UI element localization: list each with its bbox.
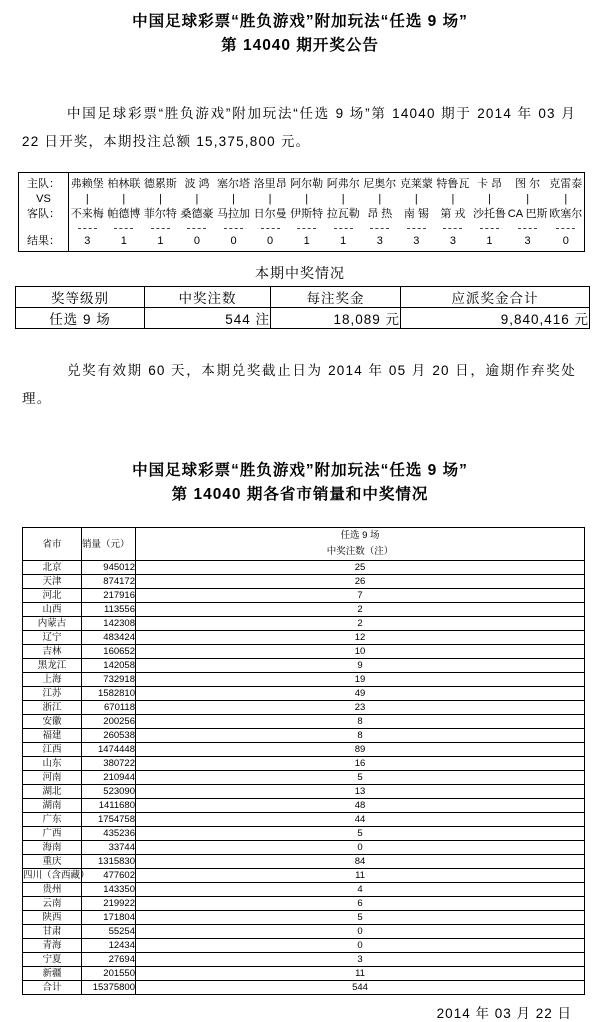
match-column	[435, 173, 472, 251]
vs-bar: |	[451, 193, 455, 205]
vs-row-label: VS	[36, 193, 51, 205]
col-sales: 销量（元）	[82, 528, 136, 561]
province-sales: 201550	[82, 967, 136, 981]
province-name: 河南	[23, 771, 82, 785]
match-result: 0	[267, 235, 274, 247]
province-row	[23, 785, 585, 799]
province-sales: 219922	[82, 897, 136, 911]
province-win-count: 48	[136, 799, 585, 813]
away-team: 欧塞尔	[549, 208, 583, 220]
dash-separator	[370, 223, 389, 233]
province-name: 山东	[23, 757, 82, 771]
intro-paragraph: 中国足球彩票“胜负游戏”附加玩法“任选 9 场”第 14040 期于 2014 年 03 月 22 日开奖，本期投注总额 15,375,800 元。	[22, 106, 576, 149]
province-sales: 27694	[82, 953, 136, 967]
province-win-count: 89	[136, 743, 585, 757]
province-row	[23, 925, 585, 939]
province-row	[23, 729, 585, 743]
vs-bar: |	[526, 193, 530, 205]
province-sales: 113556	[82, 603, 136, 617]
province-row	[23, 771, 585, 785]
province-row	[23, 631, 585, 645]
province-name: 云南	[23, 897, 82, 911]
province-name: 四川（含西藏）	[23, 870, 90, 881]
document-date: 2014 年 03 月 22 日	[436, 1006, 572, 1021]
province-sales: 477602	[82, 869, 136, 883]
province-sales: 33744	[82, 841, 136, 855]
province-sales: 142058	[82, 659, 136, 673]
col-game	[136, 528, 585, 561]
province-win-count: 10	[136, 645, 585, 659]
prize-level: 任选 9 场	[16, 308, 145, 329]
province-row	[23, 603, 585, 617]
match-column	[325, 173, 362, 251]
match-result: 1	[157, 235, 164, 247]
province-sales: 1474448	[82, 743, 136, 757]
match-result: 0	[562, 235, 569, 247]
province-name: 吉林	[23, 645, 82, 659]
vs-bar: |	[488, 193, 491, 205]
away-team: 菲尔特	[143, 208, 177, 220]
province-win-count: 2	[136, 603, 585, 617]
sales-title-line1: 中国足球彩票“胜负游戏”附加玩法“任选 9 场”	[132, 462, 468, 479]
away-team: CA 巴斯	[507, 208, 548, 220]
prize-total: 9,840,416 元	[401, 308, 590, 329]
dash-separator	[78, 223, 97, 233]
province-header-row	[23, 528, 585, 561]
dash-separator	[556, 223, 575, 233]
away-team: 南 锡	[403, 208, 429, 220]
province-name: 上海	[23, 673, 82, 687]
province-name: 安徽	[23, 715, 82, 729]
match-column	[106, 173, 143, 251]
home-team: 德累斯	[143, 178, 177, 190]
province-sales: 1315830	[82, 855, 136, 869]
province-sales: 15375800	[82, 981, 136, 995]
province-row	[23, 589, 585, 603]
away-team: 拉瓦勒	[326, 208, 360, 220]
province-name: 内蒙古	[23, 617, 82, 631]
province-name: 新疆	[23, 967, 82, 981]
province-name: 河北	[23, 589, 82, 603]
province-name: 甘肃	[23, 925, 82, 939]
province-name: 辽宁	[23, 631, 82, 645]
province-row	[23, 981, 585, 995]
province-win-count: 84	[136, 855, 585, 869]
province-win-count: 8	[136, 715, 585, 729]
province-win-count: 4	[136, 883, 585, 897]
province-sales: 1754758	[82, 813, 136, 827]
province-row	[23, 939, 585, 953]
province-sales: 435236	[82, 827, 136, 841]
province-row	[23, 967, 585, 981]
page-title-line2: 第 14040 期开奖公告	[221, 37, 379, 54]
province-win-count: 0	[136, 841, 585, 855]
prize-per: 18,089 元	[271, 308, 401, 329]
col-province: 省市	[23, 528, 82, 561]
vs-bar: |	[305, 193, 309, 205]
match-results-table	[18, 172, 585, 252]
province-win-count: 11	[136, 869, 585, 883]
province-name: 湖北	[23, 785, 82, 799]
home-team: 克莱蒙	[399, 178, 433, 190]
province-row	[23, 687, 585, 701]
province-row	[23, 715, 585, 729]
prize-col-level: 奖等级别	[16, 287, 145, 308]
prize-col-per: 每注奖金	[271, 287, 401, 308]
col-game-line1: 任选 9 场	[340, 530, 380, 541]
result-row-label: 结果：	[27, 235, 60, 247]
vs-bar: |	[158, 193, 162, 205]
province-row	[23, 883, 585, 897]
match-result: 0	[193, 235, 201, 247]
province-win-count: 6	[136, 897, 585, 911]
province-name: 广西	[23, 827, 82, 841]
province-row	[23, 701, 585, 715]
province-row	[23, 827, 585, 841]
match-column	[179, 173, 216, 251]
prize-count: 544 注	[145, 308, 271, 329]
away-team: 日尔曼	[253, 208, 287, 220]
province-name: 宁夏	[23, 953, 82, 967]
province-sales: 732918	[82, 673, 136, 687]
province-win-count: 7	[136, 589, 585, 603]
province-win-count: 25	[136, 561, 585, 575]
province-name: 海南	[23, 841, 82, 855]
province-name: 合计	[23, 981, 82, 995]
dash-separator	[151, 223, 170, 233]
home-team: 克雷泰	[549, 178, 583, 190]
province-name: 江苏	[23, 687, 82, 701]
province-sales: 210944	[82, 771, 136, 785]
province-win-count: 8	[136, 729, 585, 743]
home-team: 特鲁瓦	[436, 178, 470, 190]
province-row	[23, 841, 585, 855]
match-result: 1	[120, 235, 127, 247]
province-win-count: 49	[136, 687, 585, 701]
match-result: 1	[486, 235, 493, 247]
dash-separator	[261, 223, 280, 233]
match-column	[252, 173, 289, 251]
home-team: 波 鸿	[184, 178, 210, 190]
dash-separator	[407, 223, 426, 233]
away-team: 桑德豪	[180, 208, 214, 220]
match-result: 3	[449, 235, 456, 247]
dash-separator	[187, 223, 206, 233]
province-sales: 670118	[82, 701, 136, 715]
province-win-count: 19	[136, 673, 585, 687]
province-sales: 483424	[82, 631, 136, 645]
province-win-count: 0	[136, 939, 585, 953]
away-team: 马拉加	[217, 208, 251, 220]
province-win-count: 5	[136, 911, 585, 925]
province-sales: 55254	[82, 925, 136, 939]
match-result: 0	[230, 235, 237, 247]
province-sales: 260538	[82, 729, 136, 743]
match-column	[288, 173, 325, 251]
match-column	[215, 173, 252, 251]
province-row	[23, 617, 585, 631]
page-title-line1: 中国足球彩票“胜负游戏”附加玩法“任选 9 场”	[132, 13, 468, 30]
province-sales-table	[22, 527, 585, 995]
away-team: 伊斯特	[290, 208, 324, 220]
province-win-count: 16	[136, 757, 585, 771]
province-win-count: 544	[136, 981, 585, 995]
province-name: 天津	[23, 575, 82, 589]
redeem-paragraph: 兑奖有效期 60 天，本期兑奖截止日为 2014 年 05 月 20 日，逾期作弃奖处理。	[22, 363, 576, 406]
province-sales: 160652	[82, 645, 136, 659]
prize-col-total: 应派奖金合计	[401, 287, 590, 308]
province-name: 江西	[23, 743, 82, 757]
province-sales: 200256	[82, 715, 136, 729]
sales-title-line2: 第 14040 期各省市销量和中奖情况	[171, 486, 429, 503]
province-row	[23, 953, 585, 967]
match-column	[547, 173, 584, 251]
province-row	[23, 659, 585, 673]
match-result: 3	[524, 235, 531, 247]
home-team: 洛里昂	[253, 178, 287, 190]
province-sales: 12434	[82, 939, 136, 953]
province-row	[23, 897, 585, 911]
vs-bar: |	[564, 193, 568, 205]
dash-separator	[297, 223, 316, 233]
away-team: 昂 热	[367, 208, 393, 220]
province-win-count: 23	[136, 701, 585, 715]
province-win-count: 44	[136, 813, 585, 827]
province-row	[23, 855, 585, 869]
vs-bar: |	[232, 193, 235, 205]
match-result: 1	[303, 235, 310, 247]
vs-bar: |	[378, 193, 382, 205]
match-column	[69, 173, 106, 251]
vs-bar: |	[268, 193, 272, 205]
province-row	[23, 799, 585, 813]
match-result: 3	[84, 235, 91, 247]
province-win-count: 2	[136, 617, 585, 631]
dash-separator	[334, 223, 353, 233]
away-team: 第 戎	[440, 208, 466, 220]
match-column	[398, 173, 435, 251]
province-name: 福建	[23, 729, 82, 743]
province-row	[23, 561, 585, 575]
province-name: 青海	[23, 939, 82, 953]
match-result: 1	[340, 235, 347, 247]
away-team: 沙托鲁	[472, 208, 506, 220]
province-win-count: 0	[136, 925, 585, 939]
province-row	[23, 645, 585, 659]
province-name: 陕西	[23, 911, 82, 925]
away-team: 帕德博	[107, 208, 141, 220]
home-team: 弗赖堡	[70, 178, 104, 190]
match-column	[508, 173, 548, 251]
province-name: 广东	[23, 813, 82, 827]
province-name: 山西	[23, 603, 82, 617]
province-sales: 142308	[82, 617, 136, 631]
province-row	[23, 757, 585, 771]
province-row	[23, 575, 585, 589]
away-team: 不来梅	[70, 208, 104, 220]
province-row	[23, 743, 585, 757]
home-team: 塞尔塔	[217, 178, 251, 190]
prize-section-heading: 本期中奖情况	[255, 265, 345, 281]
province-win-count: 13	[136, 785, 585, 799]
province-name: 黑龙江	[23, 659, 82, 673]
province-sales: 380722	[82, 757, 136, 771]
prize-header-row	[16, 287, 590, 308]
province-sales: 1582810	[82, 687, 136, 701]
province-win-count: 5	[136, 771, 585, 785]
match-row-labels	[19, 173, 69, 251]
vs-bar: |	[341, 193, 345, 205]
prize-data-row	[16, 308, 590, 329]
province-name: 北京	[23, 561, 82, 575]
vs-bar: |	[85, 193, 89, 205]
home-team: 阿尔勒	[290, 178, 324, 190]
province-name: 贵州	[23, 883, 82, 897]
province-win-count: 12	[136, 631, 585, 645]
match-column	[362, 173, 399, 251]
province-row	[23, 869, 585, 883]
vs-bar: |	[122, 193, 126, 205]
province-sales: 143350	[82, 883, 136, 897]
province-win-count: 9	[136, 659, 585, 673]
province-sales: 1411680	[82, 799, 136, 813]
province-win-count: 3	[136, 953, 585, 967]
province-win-count: 11	[136, 967, 585, 981]
dash-separator	[224, 223, 243, 233]
away-row-label: 客队：	[27, 208, 60, 220]
home-team: 图 尔	[515, 178, 541, 190]
match-result: 3	[376, 235, 383, 247]
home-team: 柏林联	[107, 178, 141, 190]
province-sales: 523090	[82, 785, 136, 799]
home-team: 尼奥尔	[363, 178, 397, 190]
dash-separator	[480, 223, 499, 233]
prize-col-count: 中奖注数	[145, 287, 271, 308]
dash-separator	[443, 223, 462, 233]
home-row-label: 主队：	[27, 178, 60, 190]
dash-separator	[114, 223, 133, 233]
province-name: 湖南	[23, 799, 82, 813]
province-row	[23, 813, 585, 827]
province-row	[23, 911, 585, 925]
province-sales: 217916	[82, 589, 136, 603]
home-team: 卡 昂	[476, 178, 502, 190]
vs-bar: |	[195, 193, 199, 205]
province-win-count: 5	[136, 827, 585, 841]
province-sales: 945012	[82, 561, 136, 575]
province-win-count: 26	[136, 575, 585, 589]
province-name: 重庆	[23, 855, 82, 869]
province-tbody	[23, 561, 585, 995]
vs-bar: |	[414, 193, 418, 205]
match-result: 3	[413, 235, 420, 247]
match-columns	[69, 173, 584, 251]
col-game-line2: 中奖注数（注）	[326, 546, 394, 557]
home-team: 阿弗尔	[326, 178, 360, 190]
province-sales: 171804	[82, 911, 136, 925]
match-column	[142, 173, 179, 251]
province-name: 浙江	[23, 701, 82, 715]
dash-separator	[518, 223, 537, 233]
province-sales: 874172	[82, 575, 136, 589]
match-column	[471, 173, 508, 251]
prize-table	[15, 286, 590, 329]
province-row	[23, 673, 585, 687]
